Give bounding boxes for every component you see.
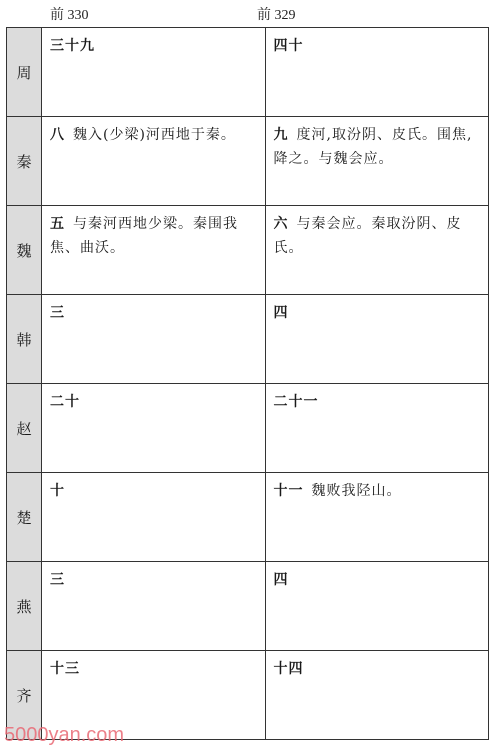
table-row — [7, 206, 489, 295]
entry-cell — [42, 473, 266, 562]
table-row — [7, 473, 489, 562]
year-number: 三 — [50, 572, 65, 588]
year-number: 五 — [50, 216, 65, 232]
chronicle-table — [6, 27, 489, 740]
year-number: 四 — [273, 572, 289, 588]
entry-text: 度河,取汾阴、皮氏。围焦,降之。与魏会应。 — [273, 127, 473, 167]
table-row — [7, 295, 489, 384]
entry-cell — [42, 206, 266, 295]
state-label: 齐 — [7, 651, 42, 740]
table-row — [7, 117, 489, 206]
entry-cell — [265, 117, 489, 206]
entry-text: 与秦河西地少梁。秦围我焦、曲沃。 — [50, 216, 238, 256]
state-label: 秦 — [7, 117, 42, 206]
year-number: 四 — [273, 305, 289, 321]
year-number: 二十一 — [273, 394, 319, 410]
entry-cell — [265, 651, 489, 740]
year-number: 十三 — [50, 661, 80, 677]
entry-cell — [42, 562, 266, 651]
year-number: 九 — [273, 127, 289, 143]
state-label: 赵 — [7, 384, 42, 473]
year-number: 三 — [50, 305, 65, 321]
year-number: 十四 — [273, 661, 304, 677]
entry-text: 魏败我陉山。 — [311, 483, 402, 499]
entry-cell — [265, 28, 489, 117]
entry-cell — [265, 473, 489, 562]
entry-cell — [265, 562, 489, 651]
entry-cell — [42, 117, 266, 206]
state-label: 魏 — [7, 206, 42, 295]
table-row — [7, 562, 489, 651]
year-number: 四十 — [273, 38, 304, 54]
year-number: 八 — [50, 127, 65, 143]
entry-cell — [42, 295, 266, 384]
entry-cell — [42, 28, 266, 117]
state-label: 周 — [7, 28, 42, 117]
state-label: 燕 — [7, 562, 42, 651]
year-header-2: 前 329 — [257, 8, 296, 23]
entry-cell — [42, 384, 266, 473]
year-number: 六 — [273, 216, 289, 232]
entry-cell — [265, 295, 489, 384]
year-number: 十一 — [273, 483, 304, 499]
table-row — [7, 384, 489, 473]
entry-text: 与秦会应。秦取汾阴、皮氏。 — [273, 216, 462, 256]
year-number: 二十 — [50, 394, 80, 410]
state-label: 楚 — [7, 473, 42, 562]
entry-cell — [265, 384, 489, 473]
watermark: 5000yan.com — [4, 724, 125, 746]
year-header-1: 前 330 — [50, 8, 89, 23]
year-number: 三十九 — [50, 38, 95, 54]
state-label: 韩 — [7, 295, 42, 384]
year-number: 十 — [50, 483, 65, 499]
entry-text: 魏入(少梁)河西地于秦。 — [73, 127, 236, 143]
table-row — [7, 28, 489, 117]
entry-cell — [265, 206, 489, 295]
